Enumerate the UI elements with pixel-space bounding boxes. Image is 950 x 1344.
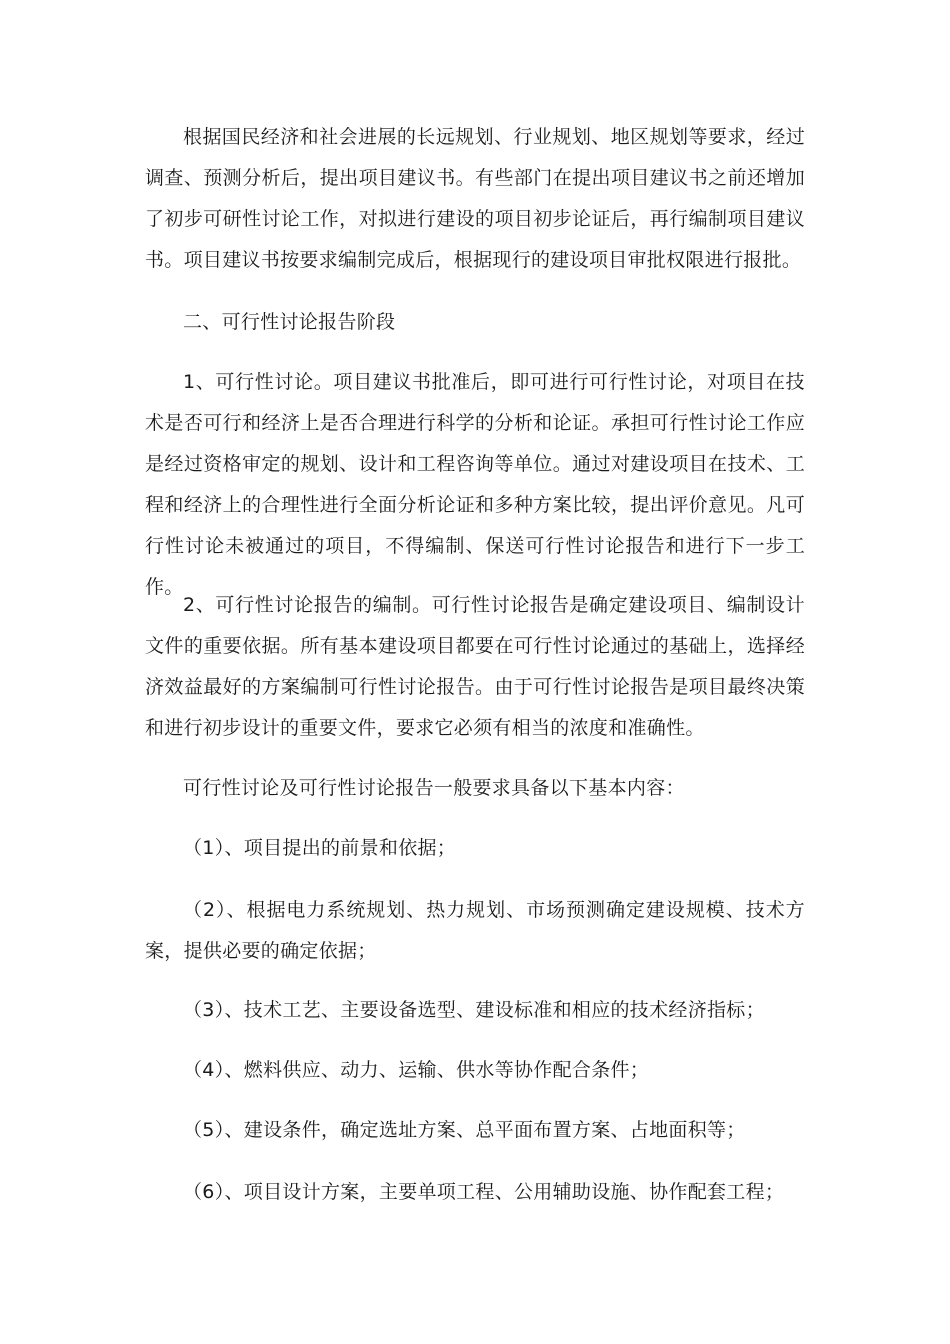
- list-item-3: （3）、技术工艺、主要设备选型、建设标准和相应的技术经济指标；: [183, 999, 765, 1021]
- list-item-1: （1）、项目提出的前景和依据；: [183, 837, 457, 859]
- list-item-5: （5）、建设条件，确定选址方案、总平面布置方案、占地面积等；: [183, 1119, 746, 1141]
- paragraph-basic-content-intro: 可行性讨论及可行性讨论报告一般要求具备以下基本内容：: [183, 777, 685, 799]
- paragraph-project-proposal: 根据国民经济和社会进展的长远规划、行业规划、地区规划等要求，经过调查、预测分析后，提出项目建议书。有些部门在提出项目建议书之前还增加了初步可研性讨论工作，对拟进行建设的项目初步论证后，再行编制项目建议书。项目建议书按要求编制完成后，根据现行的建设项目审批权限进行报批。: [145, 126, 805, 271]
- list-item-4: （4）、燃料供应、动力、运输、供水等协作配合条件；: [183, 1059, 650, 1081]
- list-item-6: （6）、项目设计方案，主要单项工程、公用辅助设施、协作配套工程；: [183, 1181, 785, 1203]
- section-heading-feasibility-stage: 二、可行性讨论报告阶段: [183, 311, 396, 333]
- list-item-2: （2）、根据电力系统规划、热力规划、市场预测确定建设规模、技术方案，提供必要的确定依据；: [145, 899, 805, 962]
- paragraph-feasibility-study: 1、可行性讨论。项目建议书批准后，即可进行可行性讨论，对项目在技术是否可行和经济上是否合理进行科学的分析和论证。承担可行性讨论工作应是经过资格审定的规划、设计和工程咨询等单位。通过对建设项目在技术、工程和经济上的合理性进行全面分析论证和多种方案比较，提出评价意见。凡可行性讨论未被通过的项目，不得编制、保送可行性讨论报告和进行下一步工作。: [145, 371, 805, 598]
- paragraph-report-preparation: 2、可行性讨论报告的编制。可行性讨论报告是确定建设项目、编制设计文件的重要依据。所有基本建设项目都要在可行性讨论通过的基础上，选择经济效益最好的方案编制可行性讨论报告。由于可行性讨论报告是项目最终决策和进行初步设计的重要文件，要求它必须有相当的浓度和准确性。: [145, 594, 805, 739]
